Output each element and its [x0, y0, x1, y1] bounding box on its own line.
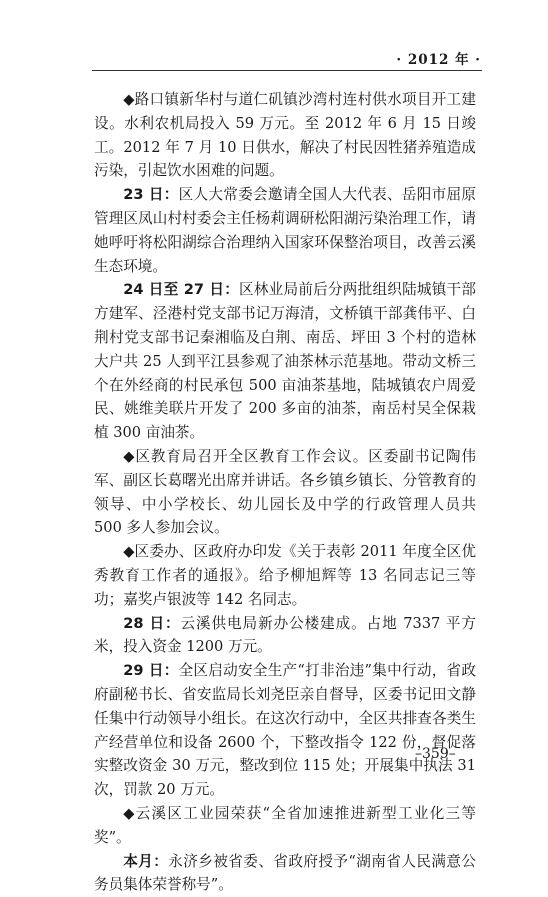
- entry-text: 区林业局前后分两批组织陆城镇干部方建军、泾港村党支部书记万海清，文桥镇干部龚伟平、白荆村党支部书记秦湘临及白荆、南岳、坪田 3 个村的造林大户共 25 人到平江县参观了油茶林示范基地。带动文桥三个在外经商的村民承包 500 亩油茶基地，陆城镇农户周爱民、姚维美联片开发了 200 多亩的油茶，南岳村吴全保栽植 300 亩油茶。: [94, 281, 476, 441]
- entry-date: 本月：: [123, 853, 168, 870]
- paragraph: [94, 445, 476, 540]
- running-header: [0, 44, 548, 70]
- entry-text: ◆云溪区工业园荣获“全省加速推进新型工业化三等奖”。: [94, 805, 476, 846]
- entry-date: 23 日：: [123, 186, 178, 203]
- paragraph: [94, 659, 476, 802]
- entry-text: ◆区委办、区政府办印发《关于表彰 2011 年度全区优秀教育工作者的通报》。给予柳旭辉等 13 名同志记三等功；嘉奖卢银波等 142 名同志。: [94, 543, 476, 608]
- entry-text: 区人大常委会邀请全国人大代表、岳阳市屈原管理区凤山村村委会主任杨莉调研松阳湖污染治理工作，请她呼吁将松阳湖综合治理纳入国家环保整治项目，改善云溪生态环境。: [94, 186, 476, 274]
- entry-date: 28 日：: [123, 615, 180, 632]
- entry-text: ◆区教育局召开全区教育工作会议。区委副书记陶伟军、副区长葛曙光出席并讲话。各乡镇乡镇长、分管教育的领导、中小学校长、幼儿园长及中学的行政管理人员共 500 多人参加会议。: [94, 448, 476, 536]
- entry-text: 云溪供电局新办公楼建成。占地 7337 平方米，投入资金 1200 万元。: [94, 615, 476, 656]
- paragraph: [94, 540, 476, 611]
- entry-text: ◆路口镇新华村与道仁矶镇沙湾村连村供水项目开工建设。水利农机局投入 59 万元。至 2012 年 6 月 15 日竣工。2012 年 7 月 10 日供水，解决了村民因牲猪养殖造成污染，引起饮水困难的问题。: [94, 91, 476, 179]
- paragraph: [94, 183, 476, 278]
- entry-text: 全区启动安全生产“打非治违”集中行动，省政府副秘书长、省安监局长刘尧臣亲自督导，区委书记田文静任集中行动领导小组长。在这次行动中，全区共排查各类生产经营单位和设备 2600 个，下整改指令 122 份，督促落实整改资金 30 万元，整改到位 115 处；开展集中执法 31 次，罚款 20 万元。: [94, 662, 476, 798]
- header-year-label: · 2012 年 ·: [396, 48, 481, 68]
- header-rule: [92, 70, 482, 71]
- body-text: [94, 88, 476, 897]
- page-number: –359–: [415, 746, 456, 762]
- paragraph: [94, 88, 476, 183]
- entry-text: 永济乡被省委、省政府授予“湖南省人民满意公务员集体荣誉称号”。: [94, 853, 476, 894]
- paragraph: [94, 850, 476, 897]
- paragraph: [94, 612, 476, 660]
- entry-date: 29 日：: [123, 662, 178, 679]
- paragraph: [94, 278, 476, 445]
- paragraph: [94, 802, 476, 850]
- entry-date: 24 日至 27 日：: [123, 281, 239, 298]
